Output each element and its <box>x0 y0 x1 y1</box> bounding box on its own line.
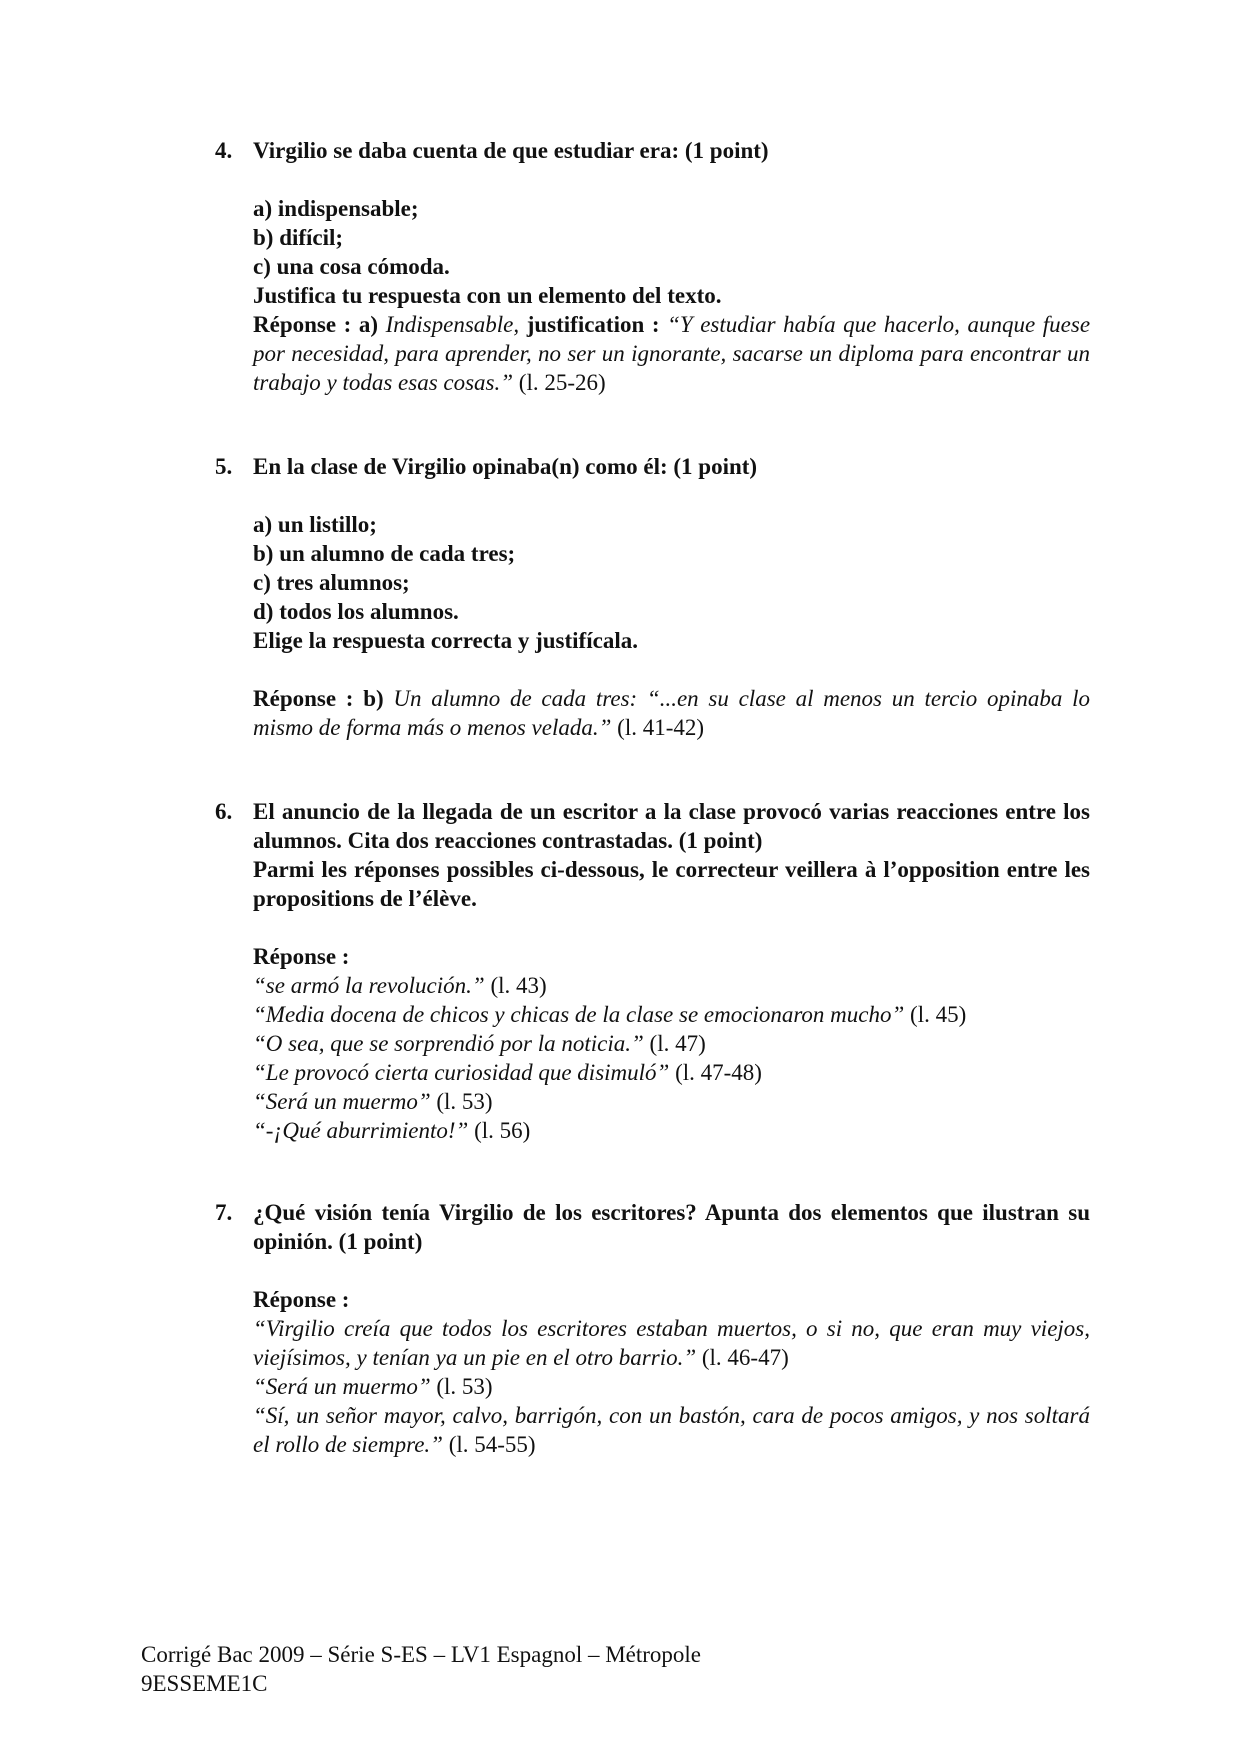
answer-choice: Indispensable, <box>385 312 520 337</box>
page-footer <box>141 1640 701 1698</box>
answer-item: “se armó la revolución.” (l. 43) <box>253 973 547 998</box>
question-text: En la clase de Virgilio opinaba(n) como él: (1 point) <box>253 454 758 479</box>
question-6 <box>215 797 1090 1145</box>
question-7 <box>215 1198 1090 1459</box>
question-5 <box>215 452 1090 742</box>
question-number: 6. <box>215 799 233 824</box>
option-a: a) un listillo; <box>253 512 377 537</box>
question-text: El anuncio de la llegada de un escritor a la clase provocó varias reacciones entre los alumnos. Cita dos reacciones contrastadas. (1 point) <box>253 799 1090 853</box>
answer-item: “Será un muermo” (l. 53) <box>253 1374 493 1399</box>
option-a: a) indispensable; <box>253 196 419 221</box>
answer-item: “Le provocó cierta curiosidad que disimuló” (l. 47-48) <box>253 1060 762 1085</box>
answer-item: “Media docena de chicos y chicas de la clase se emocionaron mucho” (l. 45) <box>253 1002 967 1027</box>
option-c: c) una cosa cómoda. <box>253 254 450 279</box>
question-number: 7. <box>215 1200 233 1225</box>
footer-code: 9ESSEME1C <box>141 1671 268 1696</box>
option-d: d) todos los alumnos. <box>253 599 459 624</box>
answer-label: Réponse : <box>253 1287 350 1312</box>
answer-ref: (l. 41-42) <box>617 715 705 740</box>
option-b: b) un alumno de cada tres; <box>253 541 516 566</box>
answer-item: “-¡Qué aburrimiento!” (l. 56) <box>253 1118 531 1143</box>
justification-quote: “Y estudiar había que hacerlo, aunque fuese por necesidad, para aprender, no ser un ignorante, sacarse un diploma para encontrar un trabajo y todas esas cosas.” <box>253 312 1091 395</box>
option-c: c) tres alumnos; <box>253 570 410 595</box>
answer-item: “Será un muermo” (l. 53) <box>253 1089 493 1114</box>
justification-ref: (l. 25-26) <box>518 370 606 395</box>
question-text: ¿Qué visión tenía Virgilio de los escritores? Apunta dos elementos que ilustran su opinión. (1 point) <box>253 1200 1090 1254</box>
footer-title: Corrigé Bac 2009 – Série S-ES – LV1 Espagnol – Métropole <box>141 1642 702 1667</box>
question-4 <box>215 136 1090 397</box>
question-text: Virgilio se daba cuenta de que estudiar era: (1 point) <box>253 138 769 163</box>
answer-text: Un alumno de cada tres: “...en su clase al menos un tercio opinaba lo mismo de forma más o menos velada.” <box>253 686 1091 740</box>
corrector-note: Parmi les réponses possibles ci-dessous, le correcteur veillera à l’opposition entre les propositions de l’élève. <box>253 857 1090 911</box>
justification-label: justification : <box>526 312 660 337</box>
instruction: Justifica tu respuesta con un elemento del texto. <box>253 283 722 308</box>
question-number: 4. <box>215 138 233 163</box>
answer-item: “O sea, que se sorprendió por la noticia.” (l. 47) <box>253 1031 706 1056</box>
instruction: Elige la respuesta correcta y justifícala. <box>253 628 638 653</box>
answer-item: “Virgilio creía que todos los escritores estaban muertos, o si no, que eran muy viejos, viejísimos, y tenían ya un pie en el otro barrio.” (l. 46-47) <box>253 1316 1090 1370</box>
answer-item: “Sí, un señor mayor, calvo, barrigón, con un bastón, cara de pocos amigos, y nos soltará el rollo de siempre.” (l. 54-55) <box>253 1403 1090 1457</box>
answer <box>253 684 1090 742</box>
option-b: b) difícil; <box>253 225 344 250</box>
answer-label: Réponse : a) <box>253 312 379 337</box>
question-number: 5. <box>215 454 233 479</box>
answer-label: Réponse : b) <box>253 686 384 711</box>
answer <box>253 310 1090 397</box>
answer-label: Réponse : <box>253 944 350 969</box>
